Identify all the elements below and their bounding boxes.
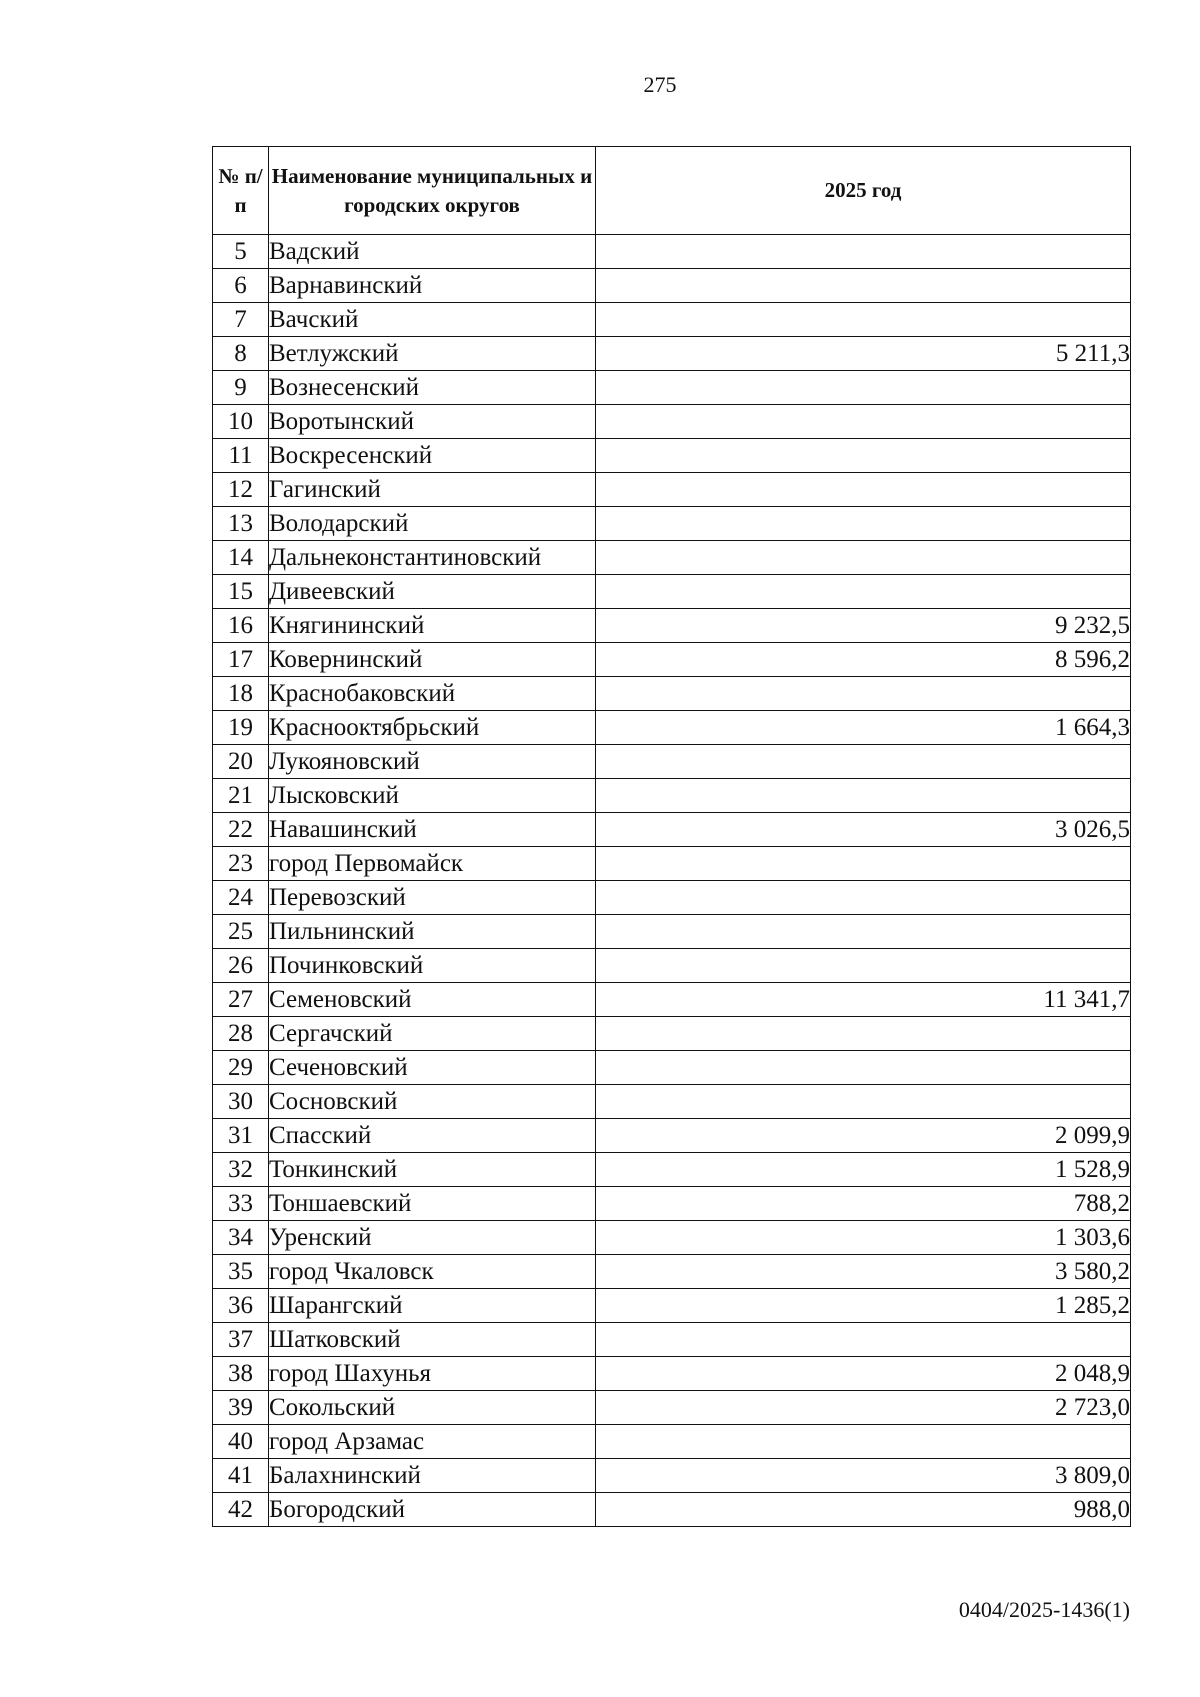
row-number: 11 [213,439,269,473]
row-value [596,779,1131,813]
row-value [596,1051,1131,1085]
row-number: 24 [213,881,269,915]
row-value [596,1323,1131,1357]
row-value [596,235,1131,269]
data-table [212,146,1131,1527]
table-row [213,235,1131,269]
row-value [596,439,1131,473]
row-name: город Арзамас [269,1425,596,1459]
row-value: 1 285,2 [596,1289,1131,1323]
row-value [596,915,1131,949]
table-row [213,1119,1131,1153]
row-name: Варнавинский [269,269,596,303]
row-number: 9 [213,371,269,405]
row-value: 2 099,9 [596,1119,1131,1153]
row-number: 35 [213,1255,269,1289]
row-number: 33 [213,1187,269,1221]
table-row [213,541,1131,575]
row-value: 8 596,2 [596,643,1131,677]
row-name: Вознесенский [269,371,596,405]
row-value: 11 341,7 [596,983,1131,1017]
row-value [596,507,1131,541]
row-name: Дальнеконстантиновский [269,541,596,575]
row-name: Ветлужский [269,337,596,371]
header-name: Наименование муниципальных и городских округов [269,147,596,235]
row-name: город Шахунья [269,1357,596,1391]
row-number: 30 [213,1085,269,1119]
row-value: 3 580,2 [596,1255,1131,1289]
table-row [213,949,1131,983]
row-value [596,371,1131,405]
row-value [596,1085,1131,1119]
row-number: 28 [213,1017,269,1051]
row-name: Пильнинский [269,915,596,949]
row-number: 5 [213,235,269,269]
row-value [596,541,1131,575]
row-number: 19 [213,711,269,745]
row-name: Тонкинский [269,1153,596,1187]
table-row [213,269,1131,303]
table-row [213,609,1131,643]
row-value: 788,2 [596,1187,1131,1221]
row-number: 8 [213,337,269,371]
row-value [596,1425,1131,1459]
row-name: Сергачский [269,1017,596,1051]
page-number: 275 [643,72,677,97]
header-year: 2025 год [596,147,1131,235]
row-name: Ковернинский [269,643,596,677]
row-name: Володарский [269,507,596,541]
row-name: Тоншаевский [269,1187,596,1221]
row-number: 18 [213,677,269,711]
table-row [213,1391,1131,1425]
table-row [213,711,1131,745]
row-number: 12 [213,473,269,507]
row-value: 3 026,5 [596,813,1131,847]
row-value [596,677,1131,711]
row-name: Гагинский [269,473,596,507]
table-row [213,1187,1131,1221]
row-number: 17 [213,643,269,677]
row-value: 2 723,0 [596,1391,1131,1425]
row-value [596,473,1131,507]
header-number: № п/п [213,147,269,235]
table-row [213,507,1131,541]
row-value: 1 664,3 [596,711,1131,745]
row-number: 13 [213,507,269,541]
row-number: 20 [213,745,269,779]
row-name: Дивеевский [269,575,596,609]
row-value: 1 303,6 [596,1221,1131,1255]
row-value [596,405,1131,439]
header-row [213,147,1131,235]
table-row [213,1289,1131,1323]
row-name: Спасский [269,1119,596,1153]
table-row [213,1255,1131,1289]
table-row [213,745,1131,779]
row-number: 32 [213,1153,269,1187]
row-name: Воротынский [269,405,596,439]
table-row [213,779,1131,813]
row-name: Балахнинский [269,1459,596,1493]
row-number: 38 [213,1357,269,1391]
table-row [213,405,1131,439]
table-row [213,847,1131,881]
table-row [213,881,1131,915]
row-value: 5 211,3 [596,337,1131,371]
row-number: 25 [213,915,269,949]
table-row [213,1017,1131,1051]
row-number: 31 [213,1119,269,1153]
row-value [596,949,1131,983]
row-number: 26 [213,949,269,983]
row-number: 10 [213,405,269,439]
row-name: Сеченовский [269,1051,596,1085]
row-name: Вадский [269,235,596,269]
row-number: 22 [213,813,269,847]
row-name: Лукояновский [269,745,596,779]
row-number: 15 [213,575,269,609]
row-name: Уренский [269,1221,596,1255]
row-name: Воскресенский [269,439,596,473]
row-number: 7 [213,303,269,337]
row-name: Богородский [269,1493,596,1527]
row-name: Семеновский [269,983,596,1017]
row-value [596,745,1131,779]
table-row [213,575,1131,609]
row-name: город Первомайск [269,847,596,881]
table-row [213,439,1131,473]
row-name: Сосновский [269,1085,596,1119]
row-number: 37 [213,1323,269,1357]
table-row [213,643,1131,677]
row-value [596,575,1131,609]
document-code: 0404/2025-1436(1) [958,1597,1130,1622]
table-row [213,371,1131,405]
row-number: 42 [213,1493,269,1527]
row-number: 41 [213,1459,269,1493]
row-name: город Чкаловск [269,1255,596,1289]
table-row [213,1153,1131,1187]
row-name: Шатковский [269,1323,596,1357]
row-name: Краснооктябрьский [269,711,596,745]
row-number: 21 [213,779,269,813]
row-value: 9 232,5 [596,609,1131,643]
row-value: 3 809,0 [596,1459,1131,1493]
row-name: Краснобаковский [269,677,596,711]
row-number: 23 [213,847,269,881]
row-number: 16 [213,609,269,643]
row-number: 40 [213,1425,269,1459]
table-row [213,1085,1131,1119]
row-name: Лысковский [269,779,596,813]
row-number: 27 [213,983,269,1017]
row-name: Вачский [269,303,596,337]
table-row [213,337,1131,371]
row-value [596,269,1131,303]
row-name: Княгининский [269,609,596,643]
row-number: 6 [213,269,269,303]
row-number: 39 [213,1391,269,1425]
table-row [213,915,1131,949]
table-row [213,1357,1131,1391]
table-row [213,983,1131,1017]
table-row [213,1323,1131,1357]
row-number: 34 [213,1221,269,1255]
row-value [596,847,1131,881]
row-name: Навашинский [269,813,596,847]
row-value [596,303,1131,337]
table-row [213,1221,1131,1255]
row-name: Починковский [269,949,596,983]
table-row [213,1459,1131,1493]
row-number: 36 [213,1289,269,1323]
row-value [596,1017,1131,1051]
table-row [213,303,1131,337]
row-name: Перевозский [269,881,596,915]
row-value: 988,0 [596,1493,1131,1527]
row-value: 2 048,9 [596,1357,1131,1391]
row-value: 1 528,9 [596,1153,1131,1187]
row-number: 14 [213,541,269,575]
table-body [213,235,1131,1527]
table-row [213,1425,1131,1459]
row-value [596,881,1131,915]
table-row [213,1051,1131,1085]
table-row [213,1493,1131,1527]
row-name: Шарангский [269,1289,596,1323]
row-number: 29 [213,1051,269,1085]
table-row [213,473,1131,507]
table-row [213,677,1131,711]
table-row [213,813,1131,847]
row-name: Сокольский [269,1391,596,1425]
